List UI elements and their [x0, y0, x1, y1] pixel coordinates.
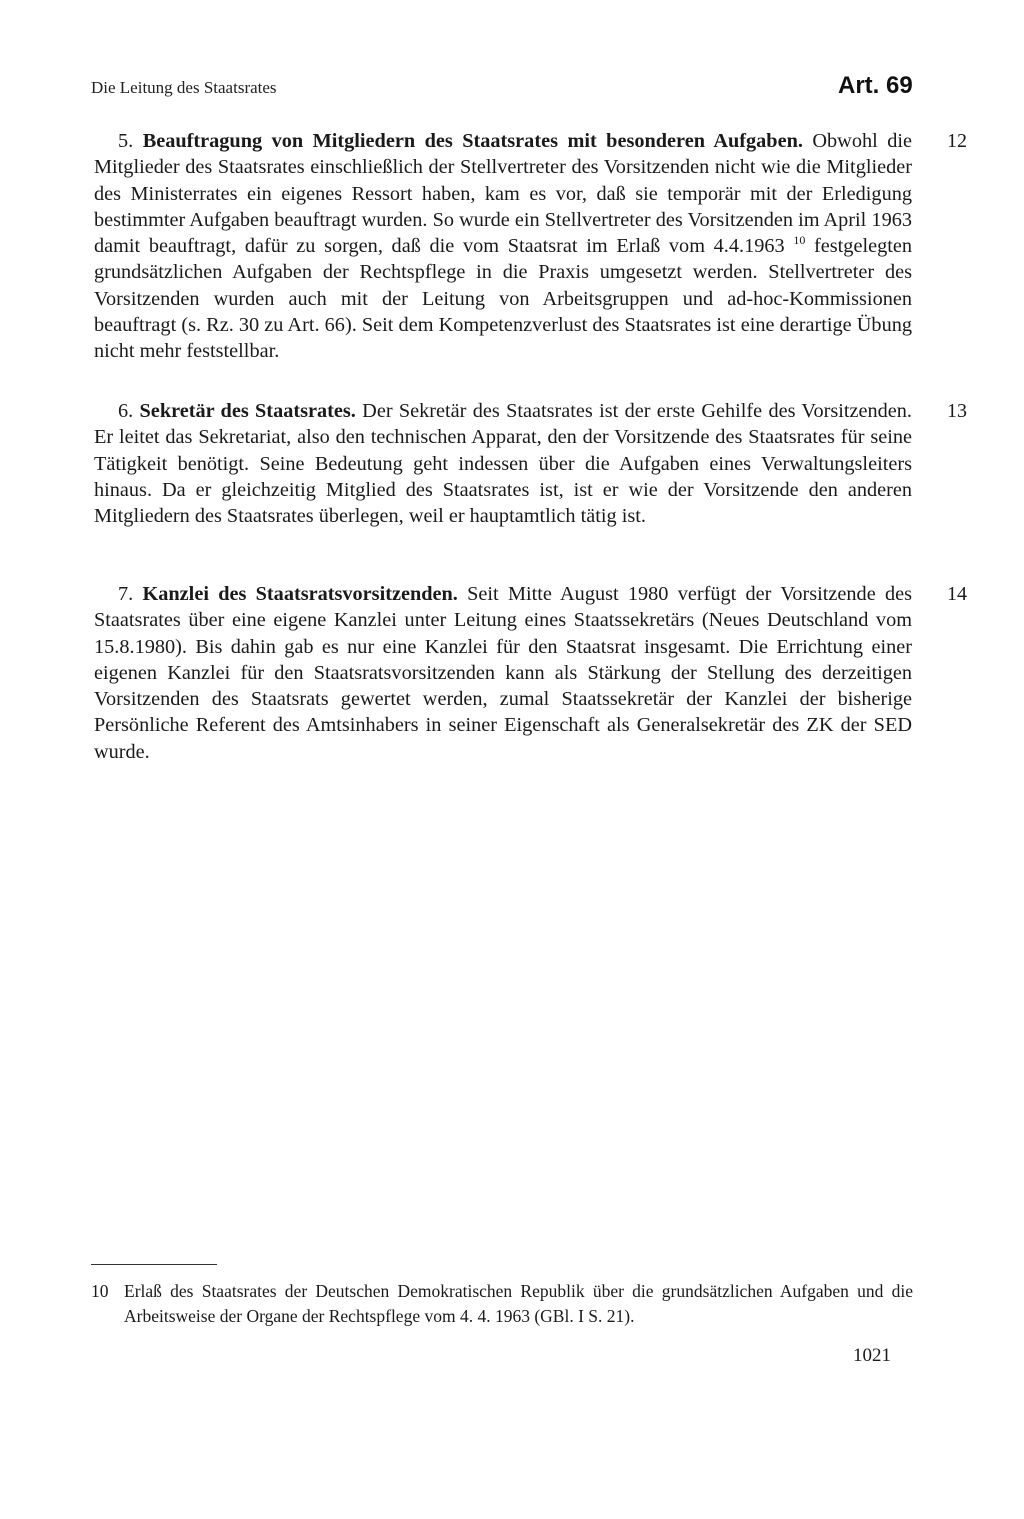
footnote-text: Erlaß des Staatsrates der Deutschen Demokratischen Republik über die grundsätzlichen Aufgaben und die Arbeitsweise der Organe der Rechtspflege vom 4. 4. 1963 (GBl. I S. 21).	[124, 1281, 913, 1326]
section-body: Der Sekretär des Staatsrates ist der erste Gehilfe des Vorsitzenden. Er leitet das Sekretariat, also den technischen Apparat, den der Vorsitzende des Staatsrates für seine Tätigkeit benötigt. Seine Bedeutung geht indessen über die Aufgaben eines Verwaltungsleiters hinaus. Da er gleichzeitig Mitglied des Staatsrates ist, ist er wie der Vorsitzende den anderen Mitgliedern des Staatsrates überlegen, weil er hauptamtlich tätig ist.	[94, 400, 913, 528]
section-heading: Sekretär des Staatsrates.	[139, 400, 356, 422]
page-number: 1021	[853, 1345, 891, 1366]
section-7	[94, 581, 967, 765]
section-paragraph	[94, 128, 912, 365]
section-number: 7.	[118, 583, 134, 605]
footnote-reference[interactable]: 10	[793, 233, 806, 248]
section-paragraph	[94, 581, 912, 765]
footnote-number: 10	[91, 1281, 109, 1301]
running-title: Die Leitung des Staatsrates	[91, 78, 277, 97]
section-paragraph	[94, 398, 912, 529]
section-heading: Kanzlei des Staatsratsvorsitzenden.	[142, 583, 458, 605]
article-label: Art. 69	[838, 72, 913, 99]
section-6	[94, 398, 967, 529]
footnote	[91, 1279, 913, 1329]
section-body-continued: festgelegten grundsätzlichen Aufgaben der Rechtspflege in die Praxis umgesetzt werden. Stellvertreter des Vorsitzenden wurden auch mit der Leitung von Arbeitsgruppen und ad-hoc-Kommissionen beauftragt (s. Rz. 30 zu Art. 66). Seit dem Kompetenzverlust des Staatsrates ist eine derartige Übung nicht mehr feststellbar.	[94, 235, 912, 363]
footnote-divider	[91, 1264, 217, 1265]
margin-number: 12	[947, 130, 967, 152]
section-body: Seit Mitte August 1980 verfügt der Vorsitzende des Staatsrates über eine eigene Kanzlei unter Leitung eines Staatssekretärs (Neues Deutschland vom 15.8.1980). Bis dahin gab es nur eine Kanzlei für den Staatsrat insgesamt. Die Errichtung einer eigenen Kanzlei für den Staatsratsvorsitzenden kann als Stärkung der Stellung des derzeitigen Vorsitzenden des Staatsrats gewertet werden, zumal Staatssekretär der Kanzlei der bisherige Persönliche Referent des Amtsinhabers in seiner Eigenschaft als Generalsekretär des ZK der SED wurde.	[94, 583, 912, 763]
section-body: Obwohl die Mitglieder des Staatsrates einschließlich der Stellvertreter des Vorsitzenden nicht wie die Mitglieder des Ministerrates ein eigenes Ressort haben, kam es vor, daß sie temporär mit der Erledigung bestimmter Aufgaben beauftragt wurden. So wurde ein Stellvertreter des Vorsitzenden im April 1963 damit beauftragt, dafür zu sorgen, daß die vom Staatsrat im Erlaß vom 4.4.1963	[94, 130, 912, 258]
section-5	[94, 128, 967, 365]
section-number: 5.	[118, 130, 134, 152]
margin-number: 14	[947, 583, 967, 605]
margin-number: 13	[947, 400, 967, 422]
section-number: 6.	[118, 400, 134, 422]
section-heading: Beauftragung von Mitgliedern des Staatsrates mit besonderen Aufgaben.	[142, 130, 803, 152]
